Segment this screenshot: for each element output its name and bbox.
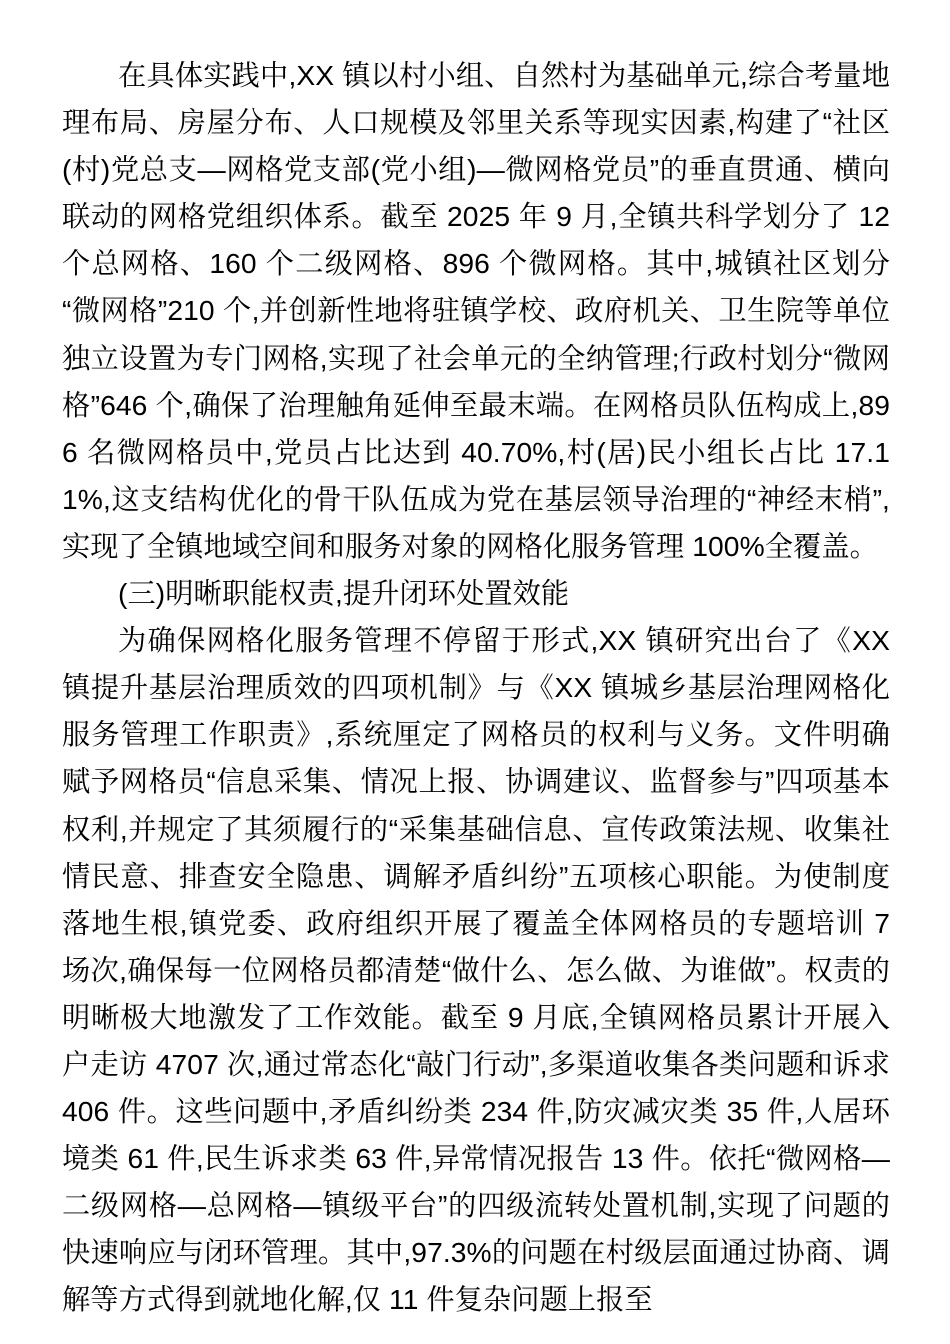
document-body: [62, 52, 890, 1324]
paragraph-responsibilities: 为确保网格化服务管理不停留于形式,XX 镇研究出台了《XX 镇提升基层治理质效的四项机制》与《XX 镇城乡基层治理网格化服务管理工作职责》,系统厘定了网格员的权利与义务。文件明确赋予网格员“信息采集、情况上报、协调建议、监督参与”四项基本权利,并规定了其须履行的“采集基础信息、宣传政策法规、收集社情民意、排查安全隐患、调解矛盾纠纷”五项核心职能。为使制度落地生根,镇党委、政府组织开展了覆盖全体网格员的专题培训 7 场次,确保每一位网格员都清楚“做什么、怎么做、为谁做”。权责的明晰极大地激发了工作效能。截至 9 月底,全镇网格员累计开展入户走访 4707 次,通过常态化“敲门行动”,多渠道收集各类问题和诉求 406 件。这些问题中,矛盾纠纷类 234 件,防灾减灾类 35 件,人居环境类 61 件,民生诉求类 63 件,异常情况报告 13 件。依托“微网格—二级网格—总网格—镇级平台”的四级流转处置机制,实现了问题的快速响应与闭环管理。其中,97.3%的问题在村级层面通过协商、调解等方式得到就地化解,仅 11 件复杂问题上报至: [62, 624, 890, 1316]
paragraph-grid-organization: 在具体实践中,XX 镇以村小组、自然村为基础单元,综合考量地理布局、房屋分布、人口规模及邻里关系等现实因素,构建了“社区(村)党总支—网格党支部(党小组)—微网格党员”的垂直贯通、横向联动的网格党组织体系。截至 2025 年 9 月,全镇共科学划分了 12 个总网格、160 个二级网格、896 个微网格。其中,城镇社区划分“微网格”210 个,并创新性地将驻镇学校、政府机关、卫生院等单位独立设置为专门网格,实现了社会单元的全纳管理;行政村划分“微网格”646 个,确保了治理触角延伸至最末端。在网格员队伍构成上,896 名微网格员中,党员占比达到 40.70%,村(居)民小组长占比 17.11%,这支结构优化的骨干队伍成为党在基层领导治理的“神经末梢”,实现了全镇地域空间和服务对象的网格化服务管理 100%全覆盖。: [62, 59, 890, 562]
section-heading-three: (三)明晰职能权责,提升闭环处置效能: [118, 577, 570, 610]
